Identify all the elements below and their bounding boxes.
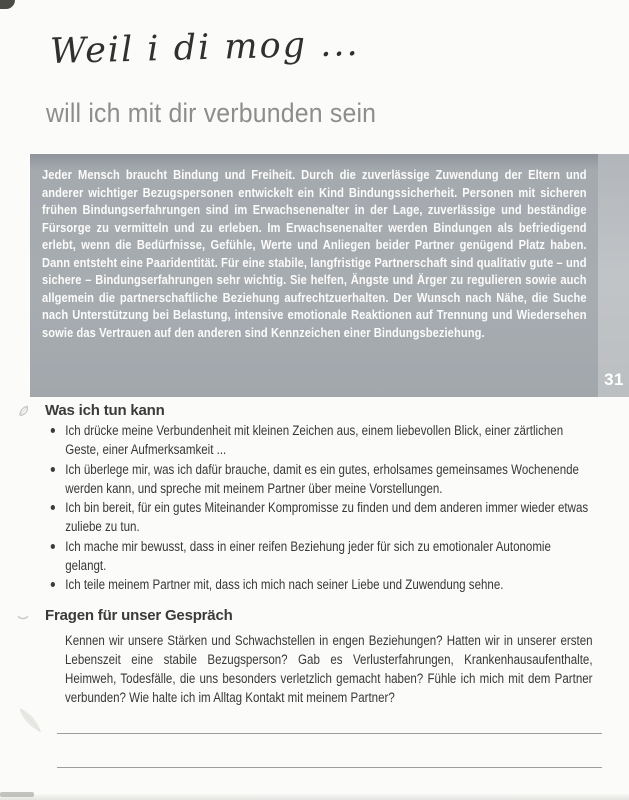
section-heading-questions: Fragen für unser Gespräch: [45, 607, 233, 624]
script-title: Weil i di mog ...: [49, 23, 361, 73]
intro-text: Jeder Mensch braucht Bindung und Freiheit. Durch die zuverlässige Zuwendung der Eltern und anderer wichtiger Bezugspersonen entwickelt ein Kind Bindungssicherheit. Personen mit sicheren frühen Bindungserfahrungen sind im Erwachsenenalter in der Lage, zuverlässige und beständige Fürsorge zu vermitteln und zu erleben. Im Erwachsenenalter werden Bindungen als befriedigend erlebt, wenn die Bedürfnisse, Gefühle, Werte und Anliegen beider Partner genügend Platz haben. Dann entsteht eine Paaridentität. Für eine stabile, langfristige Partnerschaft sind qualitativ gute – und sichere – Bindungserfahrungen sehr wichtig. Sie helfen, Ängste und Ärger zu regulieren sowie auch allgemein die partnerschaftliche Beziehung aufrechtzuerhalten. Der Wunsch nach Nähe, die Suche nach Unterstützung bei Belastung, intensive emotionale Reaktionen auf Trennung und Wiedersehen sowie das Vertrauen auf den anderen sind Kennzeichen einer Bindungsbeziehung.: [42, 167, 587, 340]
list-item: [49, 421, 593, 460]
scan-bottom-smudge: [0, 792, 34, 797]
page-number: 31: [604, 370, 624, 389]
page-title: will ich mit dir verbunden sein: [46, 98, 377, 128]
scan-corner-mark: [0, 0, 15, 9]
bullet-marker: [51, 428, 55, 433]
writing-line: [57, 767, 602, 768]
leaf-icon: [16, 610, 30, 624]
writing-line: [57, 733, 602, 734]
bullet-marker: [51, 544, 55, 549]
list-item: [49, 498, 593, 537]
page-edge-strip: [598, 154, 629, 397]
leaf-icon: [17, 404, 31, 418]
intro-box: [30, 154, 598, 397]
section-heading-actions: Was ich tun kann: [45, 402, 165, 419]
bullet-text: Ich mache mir bewusst, dass in einer reifen Beziehung jeder für sich zu emotionaler Autonomie gelangt.: [65, 538, 551, 574]
bullet-text: Ich überlege mir, was ich dafür brauche, damit es ein gutes, erholsames gemeinsames Wochenende werden kann, und spreche mit meinem Partner über meine Vorstellungen.: [65, 461, 579, 496]
list-item: [49, 575, 593, 594]
bullet-marker: [51, 582, 55, 587]
bullet-marker: [51, 505, 55, 510]
actions-bullet-list: [49, 421, 593, 595]
questions-paragraph: Kennen wir unsere Stärken und Schwachstellen in engen Beziehungen? Hatten wir in unserer ersten Lebenszeit eine stabile Bezugsperson? Gab es Verlusterfahrungen, Krankenhausaufenthalte, Heimweh, Todesfälle, die uns besonders verletzlich gemacht haben? Fühle ich mich mit dem Partner verbunden? Wie halte ich im Alltag Kontakt mit meinem Partner?: [65, 633, 593, 705]
bullet-text: Ich drücke meine Verbundenheit mit kleinen Zeichen aus, einem liebevollen Blick, einer zärtlichen Geste, einer Aufmerksamkeit ...: [65, 423, 564, 458]
bullet-text: Ich teile meinem Partner mit, dass ich mich nach seiner Liebe und Zuwendung sehne.: [65, 577, 504, 593]
feather-icon: [10, 700, 52, 742]
bullet-text: Ich bin bereit, für ein gutes Miteinander Kompromisse zu finden und dem anderen immer wieder etwas zuliebe zu tun.: [65, 500, 589, 535]
list-item: [49, 460, 593, 499]
list-item: [49, 537, 593, 576]
scan-bottom-shade: [0, 793, 629, 800]
bullet-marker: [51, 467, 55, 472]
